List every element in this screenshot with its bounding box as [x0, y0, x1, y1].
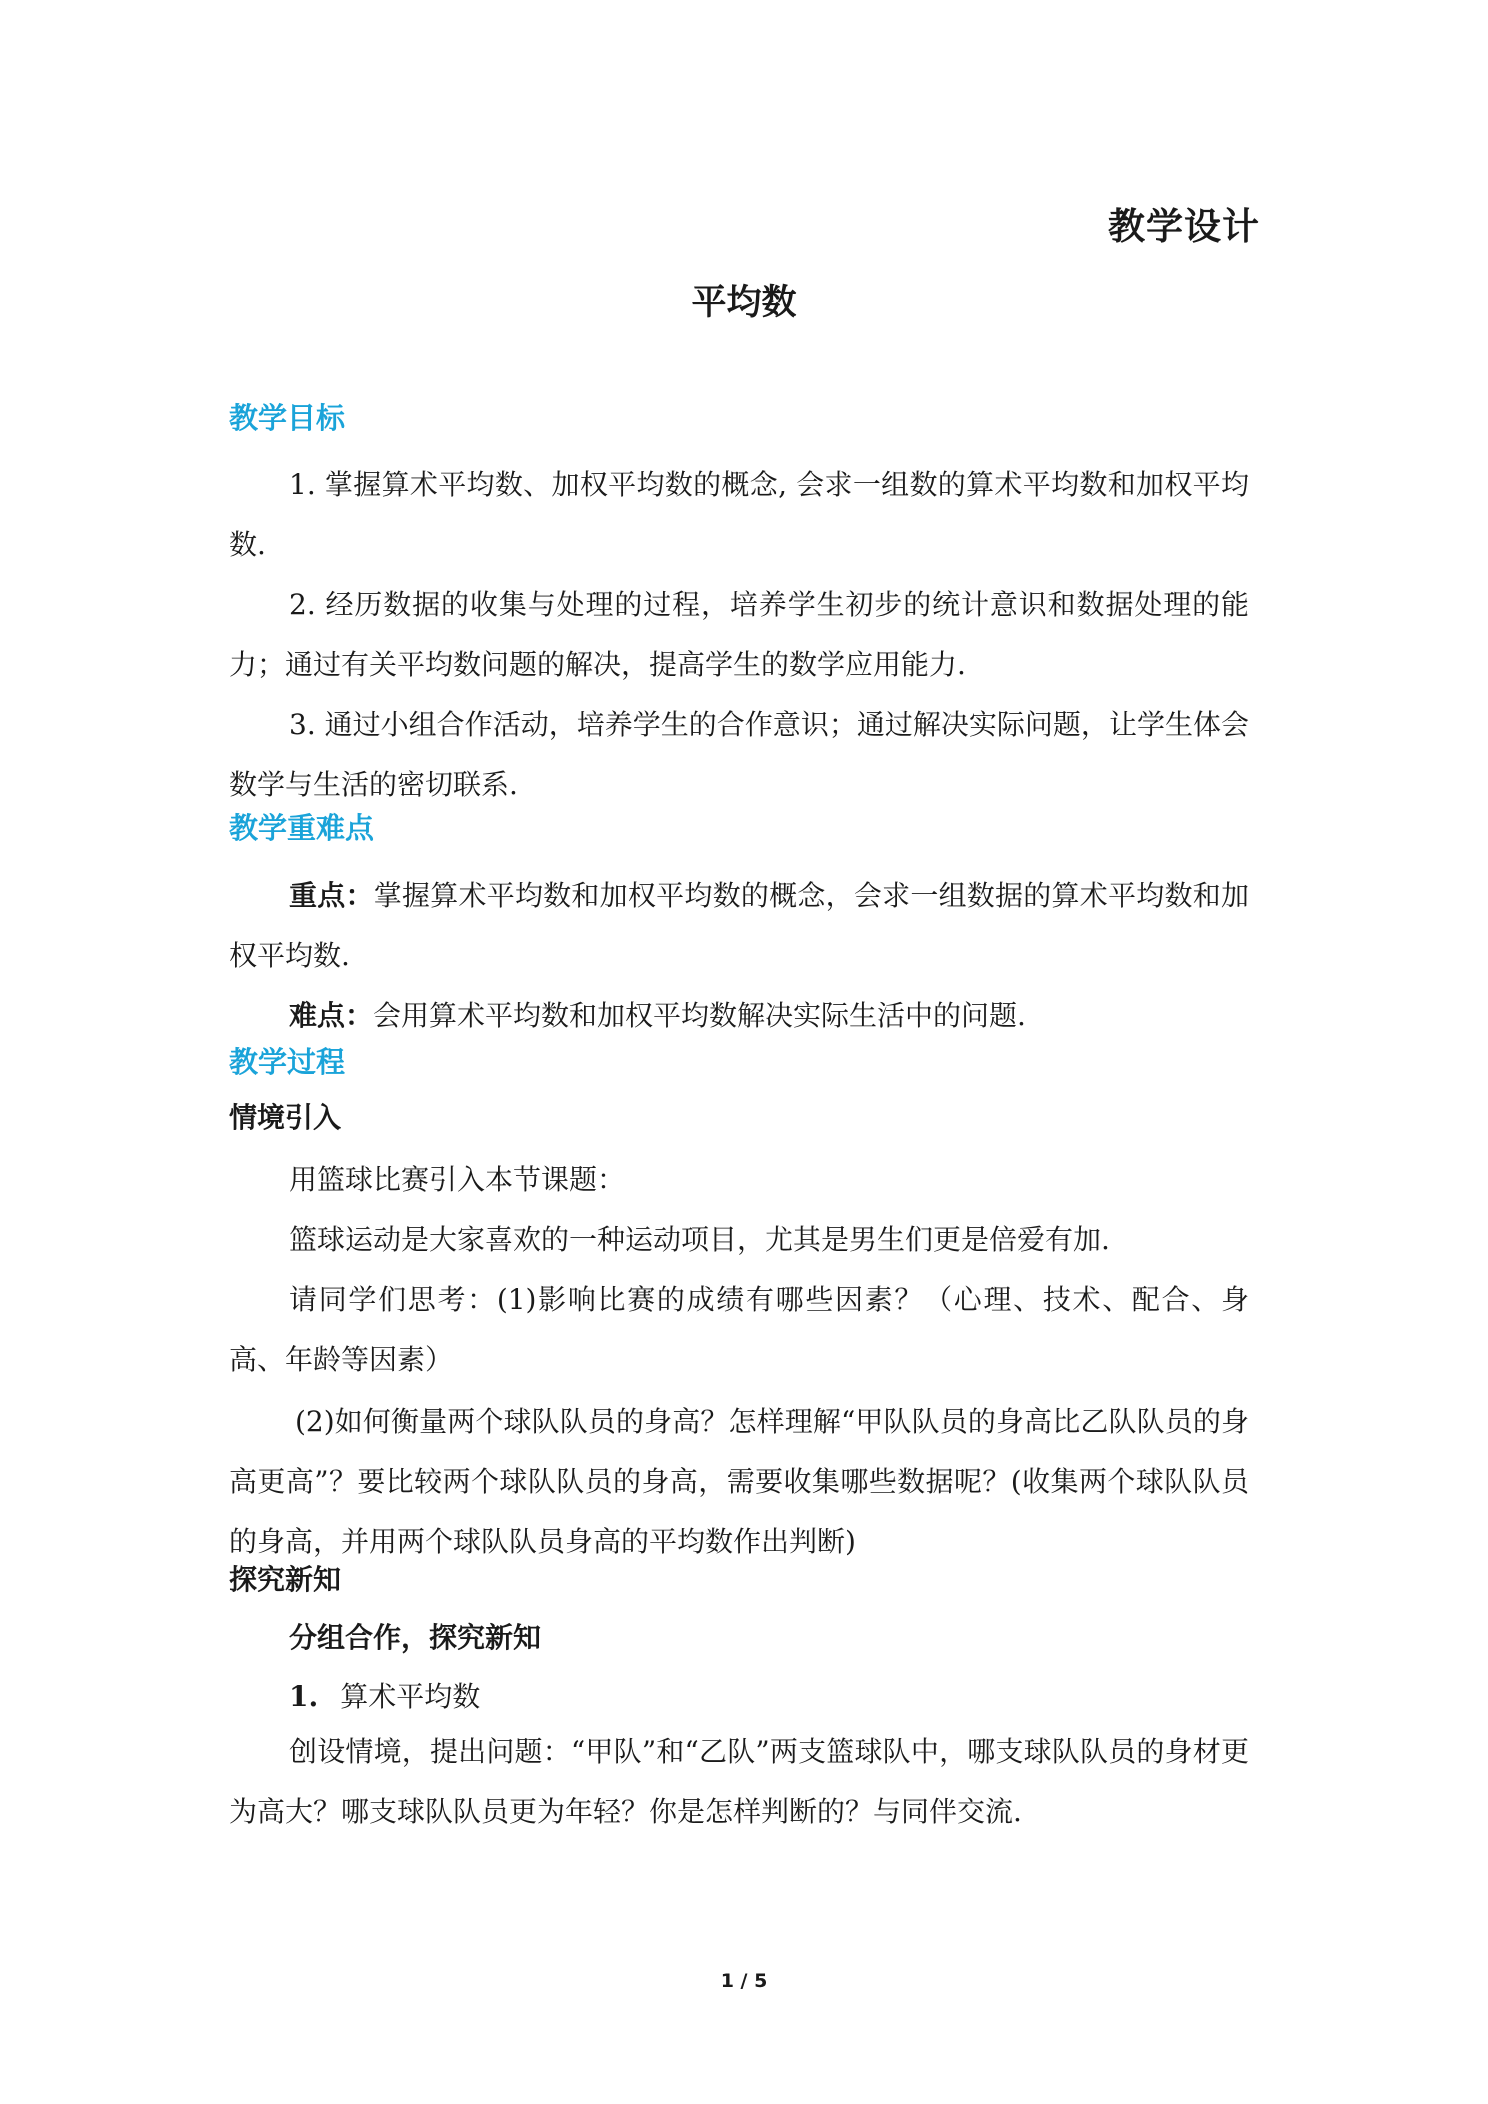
key-point-label: 重点：: [289, 879, 374, 912]
explore-item-label: 算术平均数: [340, 1680, 481, 1713]
explore-item-1: [289, 1675, 480, 1715]
explore-paragraph-1: 创设情境，提出问题：“甲队”和“乙队”两支篮球队中，哪支球队队员的身材更为高大？哪支球队队员更为年轻？你是怎样判断的？与同伴交流.: [229, 1735, 1249, 1828]
page-number: 1 / 5: [720, 1970, 768, 1992]
key-point-text: 掌握算术平均数和加权平均数的概念，会求一组数据的算术平均数和加权平均数.: [229, 879, 1249, 972]
key-point-paragraph: [229, 866, 1249, 986]
intro-paragraph-2: 篮球运动是大家喜欢的一种运动项目，尤其是男生们更是倍爱有加.: [289, 1223, 1110, 1256]
document-type-label: 教学设计: [1108, 205, 1260, 248]
difficult-point-text: 会用算术平均数和加权平均数解决实际生活中的问题.: [373, 999, 1026, 1032]
section-heading-key-points: 教学重难点: [229, 811, 375, 845]
objective-item-3: 3. 通过小组合作活动，培养学生的合作意识；通过解决实际问题，让学生体会数学与生活的密切联系.: [229, 708, 1249, 801]
document-title: 平均数: [691, 283, 797, 323]
difficult-point-label: 难点：: [289, 999, 374, 1032]
difficult-point-paragraph: [229, 986, 1249, 1046]
explore-subheading: 分组合作，探究新知: [289, 1621, 542, 1654]
objective-item-2: 2. 经历数据的收集与处理的过程，培养学生初步的统计意识和数据处理的能力；通过有关平均数问题的解决，提高学生的数学应用能力.: [229, 588, 1249, 681]
explore-item-number: 1.: [289, 1680, 319, 1713]
objective-item-1: 1. 掌握算术平均数、加权平均数的概念, 会求一组数的算术平均数和加权平均数.: [229, 468, 1249, 561]
subheading-explore: 探究新知: [229, 1563, 342, 1596]
section-heading-process: 教学过程: [229, 1045, 346, 1079]
subheading-intro: 情境引入: [229, 1101, 342, 1134]
intro-paragraph-3: 请同学们思考：(1)影响比赛的成绩有哪些因素？（心理、技术、配合、身高、年龄等因素）: [229, 1283, 1249, 1376]
intro-paragraph-4: (2)如何衡量两个球队队员的身高？怎样理解“甲队队员的身高比乙队队员的身高更高”？要比较两个球队队员的身高，需要收集哪些数据呢？(收集两个球队队员的身高，并用两个球队队员身高的平均数作出判断): [229, 1405, 1249, 1558]
section-heading-objectives: 教学目标: [229, 401, 346, 435]
intro-paragraph-1: 用篮球比赛引入本节课题：: [289, 1163, 626, 1196]
